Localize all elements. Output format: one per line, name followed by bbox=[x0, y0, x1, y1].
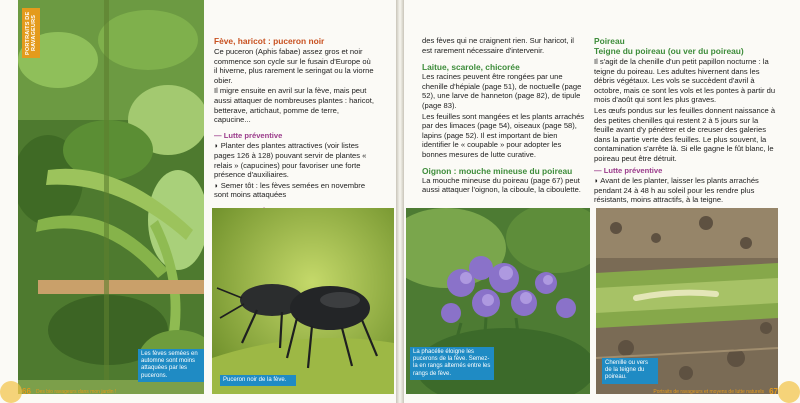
right-text-column-2 bbox=[594, 36, 780, 206]
corner-decoration bbox=[0, 381, 22, 403]
paragraph: Il migre ensuite en avril sur la fève, mais peut aussi attaquer de nombreuses plantes : haricot, betterave, artichaut, pomme de terre, capucine... bbox=[214, 86, 374, 125]
photo-caption-phacelia: La phacélie éloigne les pucerons de la fève. Semez-la en rangs alternés entre les rangs de fève. bbox=[410, 347, 494, 380]
section-title-feve: Fève, haricot : puceron noir bbox=[214, 36, 325, 46]
footer-text: Des bio ravageurs dans mon jardin ! bbox=[36, 389, 117, 395]
section-title-oignon: Oignon : mouche mineuse du poireau bbox=[422, 165, 573, 176]
section-title-laitue: Laitue, scarole, chicorée bbox=[422, 62, 520, 73]
corner-decoration bbox=[778, 381, 800, 403]
paragraph: Les racines peuvent être rongées par une chenille d'hépiale (page 51), de noctuelle (page 52), une larve de hanneton (page 82), de tipule (page 83). bbox=[422, 72, 582, 110]
bullet-item: ◗ Planter des plantes attractives (voir listes pages 126 à 128) pouvant servir de plantes « relais » (capucines) pour favoriser une forte présence d'auxiliaires. bbox=[214, 141, 367, 180]
photo-caption-bean: Les fèves semées en automne sont moins attaquées par les pucerons. bbox=[138, 349, 204, 382]
right-text-column-1 bbox=[422, 36, 586, 196]
book-gutter bbox=[396, 0, 404, 403]
subheading-prevention: — Lutte préventive bbox=[594, 165, 663, 175]
page-number: 67 bbox=[769, 387, 778, 396]
bullet-item: ◗ Avant de les planter, laisser les plants arrachés pendant 24 à 48 h au soleil pour les rendre plus résistants, moins attractifs, à la teigne. bbox=[594, 176, 759, 205]
paragraph: La mouche mineuse du poireau (page 67) peut aussi attaquer l'oignon, la ciboule, la ciboulette. bbox=[422, 175, 581, 195]
photo-caption-aphid: Puceron noir de la fève. bbox=[220, 375, 296, 386]
paragraph: Les œufs pondus sur les feuilles donnent naissance à des petites chenilles qui restent 2 à 5 jours sur la feuille avant d'y pénétrer et de creuser des galeries dans la partie verte des feuilles. Le plus souvent, la contamination s'arrête là. Si elle gagne le fût blanc, le poireau peut être détruit. bbox=[594, 105, 776, 163]
paragraph: des fèves qui ne craignent rien. Sur haricot, il est rarement nécessaire d'intervenir. bbox=[422, 36, 574, 55]
footer-text: Portraits de ravageurs et moyens de lutte naturels bbox=[653, 389, 764, 395]
section-title-poireau: Poireau bbox=[594, 36, 625, 46]
paragraph: Il s'agit de la chenille d'un petit papillon nocturne : la teigne du poireau. Les adultes hivernent dans les débris végétaux. Les vols se succèdent d'avril à octobre, mais ce sont les vols et les pontes à partir du mois d'août qui sont les plus graves. bbox=[594, 57, 776, 105]
subheading-prevention: — Lutte préventive bbox=[214, 130, 283, 140]
section-subtitle-teigne: Teigne du poireau (ou ver du poireau) bbox=[594, 46, 744, 56]
paragraph: Les feuilles sont mangées et les plants arrachés par des limaces (page 54), oiseaux (page 58), lapins (page 52). Il est important de bien identifier le « coupable » pour adopter les bonnes mesures de lutte curative. bbox=[422, 111, 585, 159]
right-page bbox=[400, 0, 800, 403]
bullet-item: ◗ Semer tôt : les fèves semées en novembre sont moins attaquées bbox=[214, 180, 366, 200]
aphid-photo bbox=[212, 208, 394, 394]
paragraph: Ce puceron (Aphis fabae) assez gros et noir commence son cycle sur le fusain d'Europe où il hiverne, plus rarement le seringat ou la viorne obier. bbox=[214, 47, 374, 85]
section-side-tab: PORTRAITS DE RAVAGEURS bbox=[22, 8, 40, 58]
page-number: 66 bbox=[22, 387, 31, 396]
bean-plant-photo bbox=[18, 0, 204, 394]
photo-caption-leek-moth: Chenille ou vers de la teigne du poireau. bbox=[602, 358, 658, 384]
